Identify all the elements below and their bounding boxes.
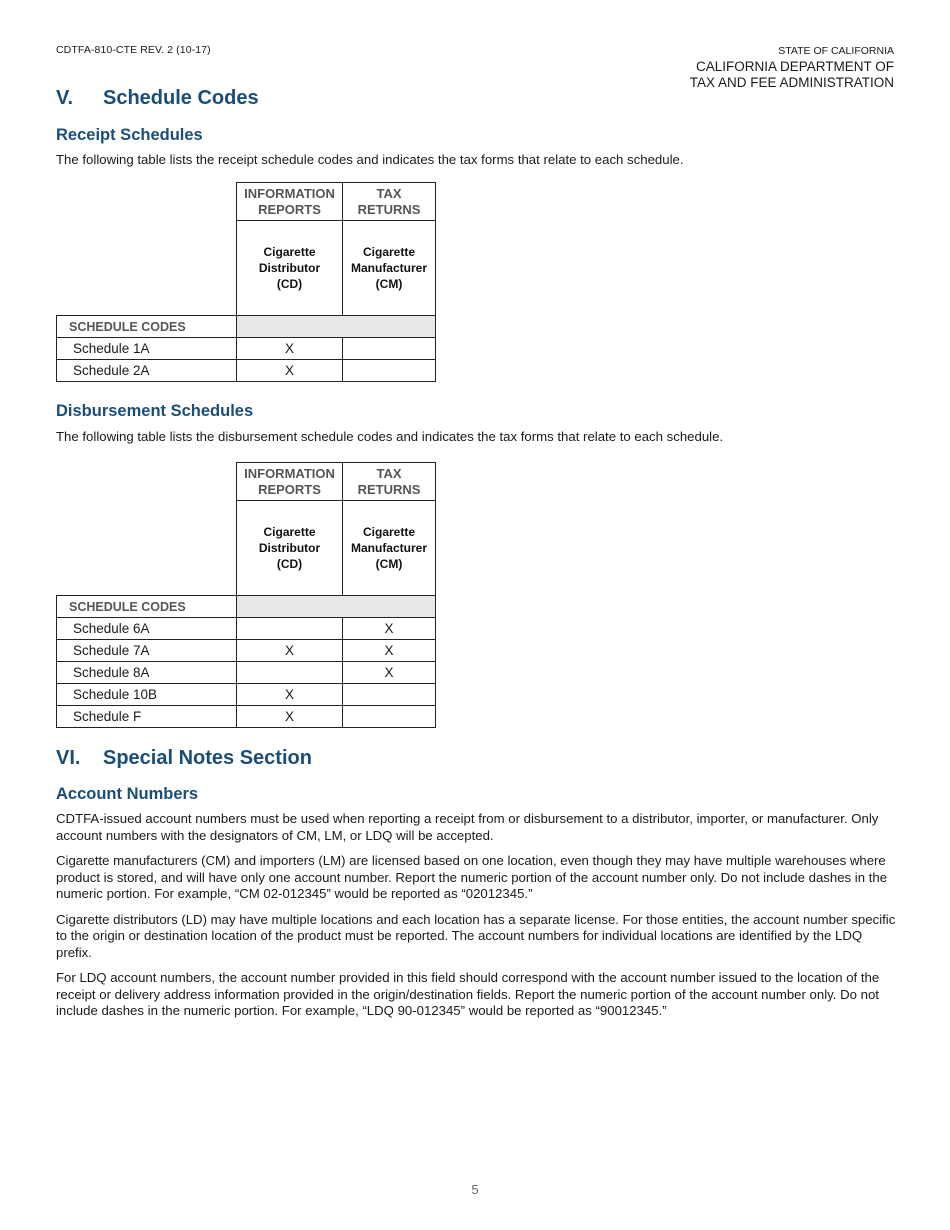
form-cm-header: Cigarette Manufacturer (CM) bbox=[343, 501, 436, 596]
cm-mark: X bbox=[343, 640, 436, 662]
note-paragraph: For LDQ account numbers, the account number provided in this field should correspond with the account number issued to the location of the receipt or delivery address information provided in the origin/destination fields. Report the numeric portion of the account number only. Do not include dashes in the numeric portion. For example, “LDQ 90-012345” would be reported as “90012345.” bbox=[56, 970, 880, 1018]
schedule-name: Schedule 2A bbox=[57, 360, 237, 382]
account-numbers-heading: Account Numbers bbox=[56, 785, 199, 803]
form-cd-header: Cigarette Distributor (CD) bbox=[237, 501, 343, 596]
section-6-number: VI. bbox=[56, 747, 81, 769]
cd-mark: X bbox=[237, 640, 343, 662]
schedule-name: Schedule 8A bbox=[57, 662, 237, 684]
section-5-title-text: Schedule Codes bbox=[103, 87, 259, 109]
tax-returns-header: TAX RETURNS bbox=[343, 183, 436, 221]
disbursement-schedule-table bbox=[56, 462, 436, 728]
state-label: STATE OF CALIFORNIA bbox=[778, 45, 894, 57]
schedule-name: Schedule 6A bbox=[57, 618, 237, 640]
cd-mark: X bbox=[237, 338, 343, 360]
section-5-number: V. bbox=[56, 87, 74, 109]
form-cm-header: Cigarette Manufacturer (CM) bbox=[343, 221, 436, 316]
cd-mark bbox=[237, 618, 343, 640]
info-reports-header: INFORMATION REPORTS bbox=[237, 463, 343, 501]
cd-mark: X bbox=[237, 360, 343, 382]
cd-mark: X bbox=[237, 706, 343, 728]
schedule-codes-label: SCHEDULE CODES bbox=[57, 596, 237, 618]
receipt-heading: Receipt Schedules bbox=[56, 126, 203, 144]
schedule-name: Schedule F bbox=[57, 706, 237, 728]
section-6-title bbox=[56, 747, 312, 770]
table-row bbox=[57, 662, 436, 684]
table-row bbox=[57, 706, 436, 728]
disbursement-heading: Disbursement Schedules bbox=[56, 402, 254, 420]
account-notes bbox=[56, 811, 896, 1029]
note-paragraph: CDTFA-issued account numbers must be used when reporting a receipt from or disbursement to a distributor, importer, or manufacturer. Only account numbers with the designators of CM, LM, or LDQ will be accepted. bbox=[56, 811, 879, 843]
table-row bbox=[57, 360, 436, 382]
section-5-title bbox=[56, 87, 259, 110]
cd-mark: X bbox=[237, 684, 343, 706]
table-row bbox=[57, 684, 436, 706]
form-id: CDTFA-810-CTE REV. 2 (10-17) bbox=[56, 44, 211, 56]
schedule-name: Schedule 7A bbox=[57, 640, 237, 662]
dept-line-1: CALIFORNIA DEPARTMENT OF bbox=[695, 59, 894, 74]
cd-mark bbox=[237, 662, 343, 684]
table-row bbox=[57, 618, 436, 640]
cm-mark bbox=[343, 706, 436, 728]
cm-mark bbox=[343, 684, 436, 706]
dept-line-2: TAX AND FEE ADMINISTRATION bbox=[689, 75, 894, 90]
schedule-codes-label: SCHEDULE CODES bbox=[57, 316, 237, 338]
form-cd-header: Cigarette Distributor (CD) bbox=[237, 221, 343, 316]
note-paragraph: Cigarette distributors (LD) may have multiple locations and each location has a separate license. For those entities, the account number specific to the origin or destination location of the product must be reported. The account numbers for individual locations are identified by the LDQ prefix. bbox=[56, 911, 896, 960]
schedule-name: Schedule 10B bbox=[57, 684, 237, 706]
table-row bbox=[57, 338, 436, 360]
note-paragraph: Cigarette manufacturers (CM) and importers (LM) are licensed based on one location, even though they may have multiple warehouses where product is stored, and will have only one account number. Report the numeric portion of the account number only. Do not include dashes in the numeric portion. For example, “CM 02-012345” would be reported as “02012345.” bbox=[56, 853, 888, 901]
receipt-schedule-table bbox=[56, 182, 436, 382]
cm-mark: X bbox=[343, 618, 436, 640]
cm-mark: X bbox=[343, 662, 436, 684]
info-reports-header: INFORMATION REPORTS bbox=[237, 183, 343, 221]
schedule-name: Schedule 1A bbox=[57, 338, 237, 360]
tax-returns-header: TAX RETURNS bbox=[343, 463, 436, 501]
agency-block bbox=[690, 43, 894, 91]
section-6-title-text: Special Notes Section bbox=[103, 747, 312, 769]
cm-mark bbox=[343, 338, 436, 360]
table-row bbox=[57, 640, 436, 662]
cm-mark bbox=[343, 360, 436, 382]
disbursement-intro: The following table lists the disbursement schedule codes and indicates the tax forms that relate to each schedule. bbox=[56, 429, 724, 444]
receipt-intro: The following table lists the receipt schedule codes and indicates the tax forms that relate to each schedule. bbox=[56, 152, 684, 167]
page-number: 5 bbox=[471, 1182, 479, 1197]
